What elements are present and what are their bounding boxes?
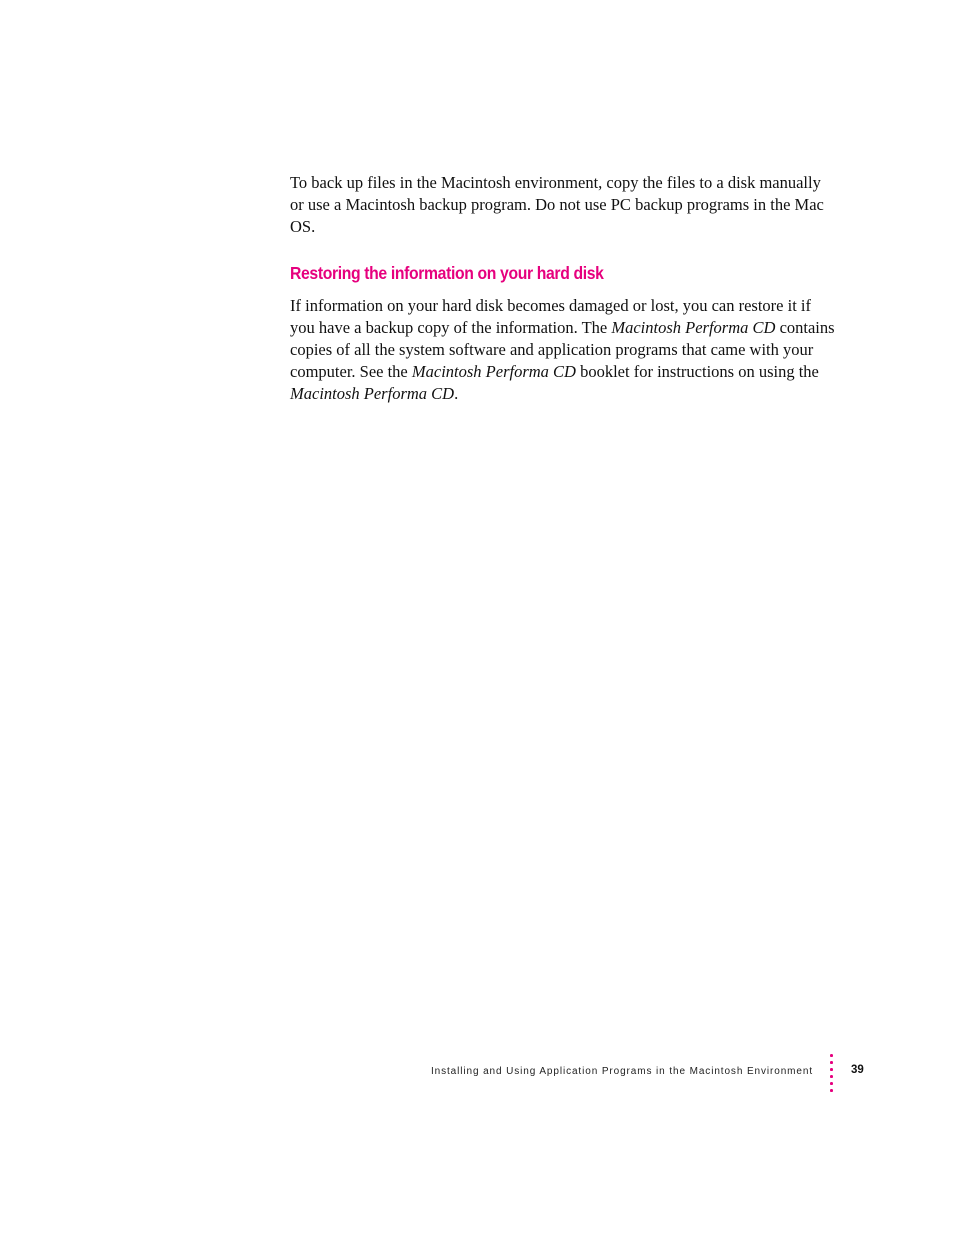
restore-text-part-4: . <box>454 384 459 403</box>
book-title-3: Macintosh Performa CD <box>290 384 455 403</box>
page-number: 39 <box>851 1064 864 1076</box>
rule-dot <box>830 1082 833 1085</box>
restore-text-part-3: booklet for instructions on using the <box>575 362 819 381</box>
rule-dot <box>830 1054 833 1057</box>
rule-dot <box>830 1068 833 1071</box>
book-title-2: Macintosh Performa CD <box>411 362 576 381</box>
restore-text-part-1: If information on your hard disk becomes damaged or lost, you can restore it if you have a backup copy of the information. The <box>290 296 811 337</box>
backup-paragraph: To back up files in the Macintosh environment, copy the files to a disk manually or use a Macintosh backup program. Do not use PC backup programs in the Mac OS. <box>290 173 824 236</box>
rule-dot <box>830 1089 833 1092</box>
section-heading: Restoring the information on your hard disk <box>290 263 604 283</box>
book-title-1: Macintosh Performa CD <box>611 318 776 337</box>
restore-text-part-2: contains copies of all the system software and application programs that came with your computer. See the <box>290 318 835 381</box>
restore-paragraph <box>290 295 835 405</box>
rule-dot <box>830 1061 833 1064</box>
dotted-rule <box>830 1054 834 1094</box>
footer-chapter-title: Installing and Using Application Programs in the Macintosh Environment <box>430 1066 813 1077</box>
rule-dot <box>830 1075 833 1078</box>
